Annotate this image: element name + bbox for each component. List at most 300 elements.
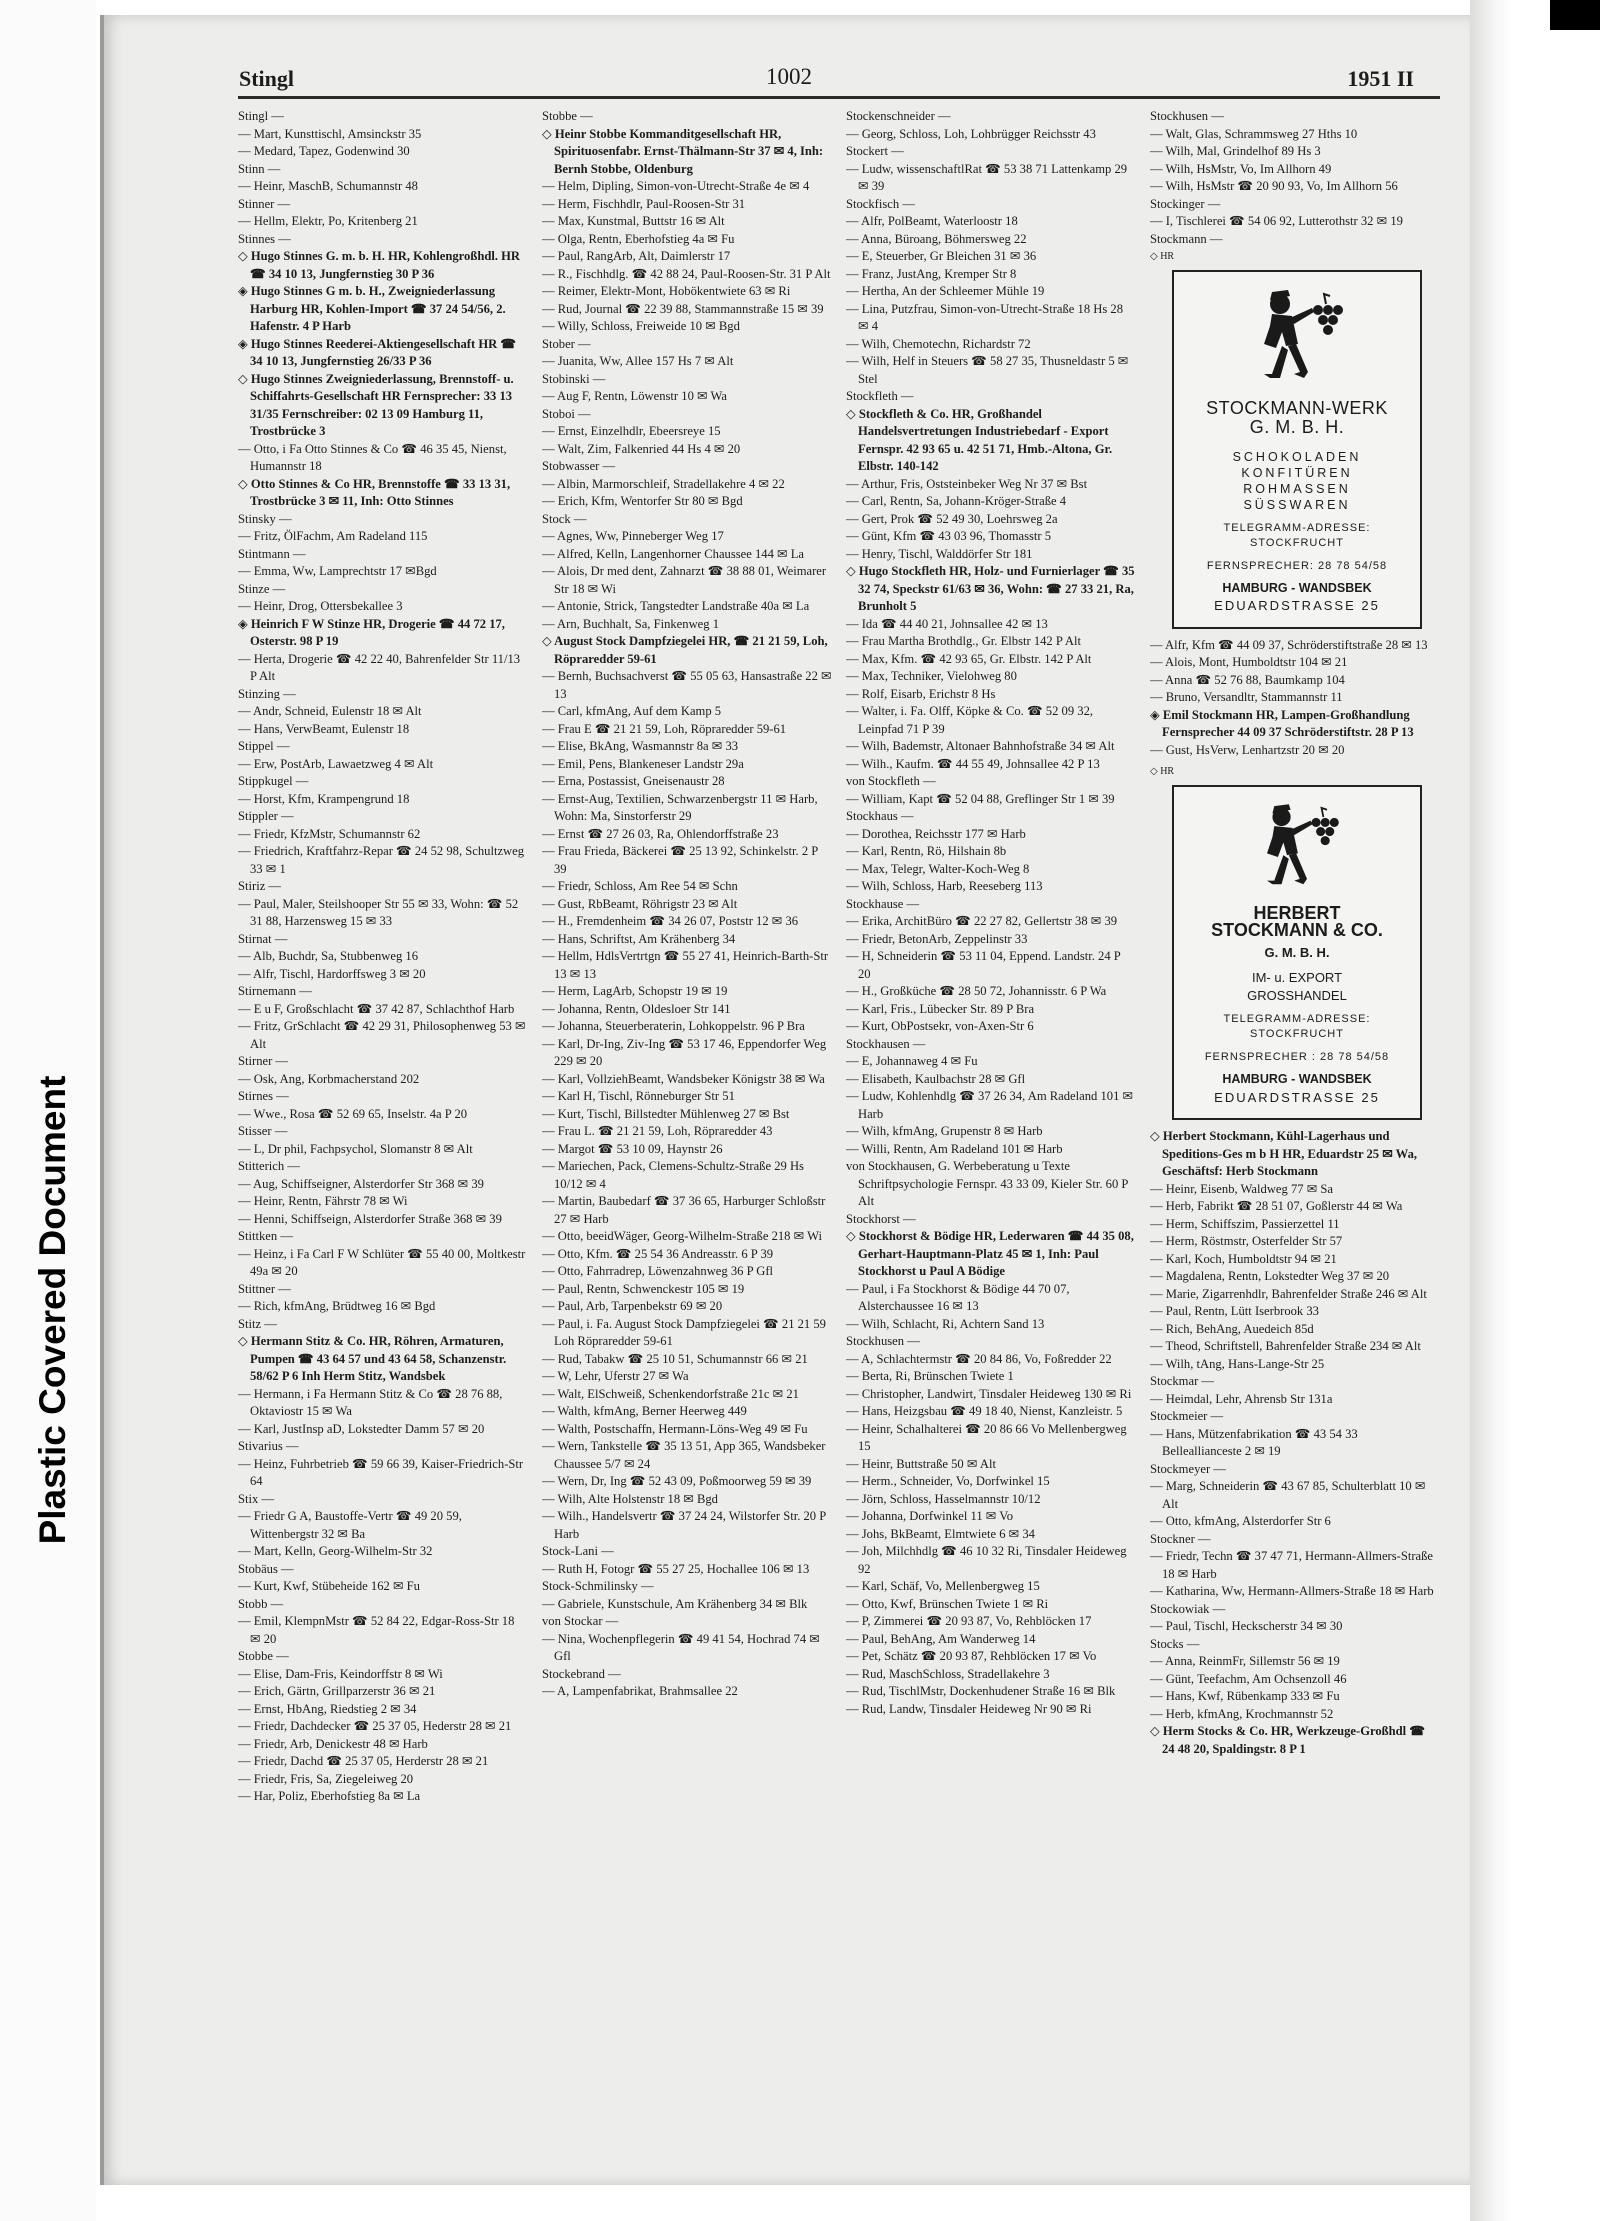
directory-entry: ◇ Stockhorst & Bödige HR, Lederwaren ☎ 44 35 08, Gerhart-Hauptmann-Platz 45 ✉ 1, Inh: Paul Stockhorst u Paul A Bödige [846, 1229, 1134, 1278]
ad-telegram-label: TELEGRAMM-ADRESSE: [1223, 521, 1371, 534]
directory-entry: — Kurt, ObPostsekr, von-Axen-Str 6 [846, 1019, 1034, 1033]
directory-entry: Stinzing — [238, 686, 296, 701]
page-edge [1470, 0, 1512, 2221]
directory-entry: — Rud, Tabakw ☎ 25 10 51, Schumannstr 66 ✉ 21 [542, 1351, 808, 1366]
directory-entry: — Marie, Zigarrenhdlr, Bahrenfelder Straße 246 ✉ Alt [1150, 1286, 1427, 1301]
directory-entry: Stinnes — [238, 231, 291, 246]
directory-entry: Stirnes — [238, 1089, 289, 1103]
directory-entry: Stitterich — [238, 1159, 300, 1173]
directory-entry: — Otto, beeidWäger, Georg-Wilhelm-Straße 218 ✉ Wi [542, 1229, 822, 1243]
directory-entry: — Ludw, wissenschaftlRat ☎ 53 38 71 Lattenkamp 29 ✉ 39 [846, 161, 1128, 193]
directory-entry: — Margot ☎ 53 10 09, Haynstr 26 [542, 1141, 723, 1156]
directory-entry: — Elisabeth, Kaulbachstr 28 ✉ Gfl [846, 1071, 1026, 1086]
ad-street: EDUARDSTRASSE 25 [1214, 1089, 1380, 1105]
directory-entry: ◇ Hermann Stitz & Co. HR, Röhren, Armaturen, Pumpen ☎ 43 64 57 und 43 64 58, Schanzenstr. 58/62 P 6 Inh Herm Stitz, Wandsbek [238, 1334, 507, 1383]
directory-entry: — Erna, Postassist, Gneisenaustr 28 [542, 774, 725, 788]
directory-entry: Stobbe — [542, 109, 593, 123]
directory-entry: — Aug F, Rentn, Löwenstr 10 ✉ Wa [542, 389, 727, 403]
directory-entry: — Frau Martha Brothdlg., Gr. Elbstr 142 P Alt [846, 634, 1081, 648]
directory-entry: — Rud, TischlMstr, Dockenhudener Straße 16 ✉ Blk [846, 1684, 1116, 1698]
directory-entry: Stockhorst — [846, 1211, 916, 1226]
directory-entry: — I, Tischlerei ☎ 54 06 92, Lutterothstr 32 ✉ 19 [1150, 214, 1403, 228]
directory-entry: Stinsky — [238, 511, 292, 526]
directory-entry: — Osk, Ang, Korbmacherstand 202 [238, 1071, 420, 1086]
directory-entry: — Wilh, Alte Holstenstr 18 ✉ Bgd [542, 1491, 718, 1506]
directory-entry: — Alfr, Kfm ☎ 44 09 37, Schröderstiftstraße 28 ✉ 13 [1150, 637, 1428, 652]
directory-entry: — Emil, Pens, Blankeneser Landstr 29a [542, 756, 744, 771]
directory-entry: — Walter, i. Fa. Olff, Köpke & Co. ☎ 52 09 32, Leinpfad 71 P 39 [846, 704, 1094, 736]
directory-entry: — Wern, Tankstelle ☎ 35 13 51, App 365, Wandsbeker Chaussee 5/7 ✉ 24 [542, 1439, 826, 1471]
directory-entry: — Karl H, Tischl, Rönneburger Str 51 [542, 1089, 735, 1103]
directory-entry: Stockowiak — [1150, 1601, 1226, 1616]
directory-entry: ◈ Hugo Stinnes G m. b. H., Zweigniederlassung Harburg HR, Kohlen-Import ☎ 37 24 54/56, 2. Hafenstr. 4 P Harb [238, 284, 506, 333]
directory-entry: — Paul, RangArb, Alt, Daimlerstr 17 [542, 249, 731, 263]
directory-entry: Stockhause — [846, 896, 920, 911]
directory-entry: — Magdalena, Rentn, Lokstedter Weg 37 ✉ 20 [1150, 1269, 1390, 1283]
directory-entry: Stockhausen — [846, 1036, 926, 1051]
scan-corner [1550, 0, 1600, 30]
plastic-covered-label: Plastic Covered Document [32, 1075, 73, 1545]
directory-entry: — Heinr, Buttstraße 50 ✉ Alt [846, 1456, 996, 1471]
directory-entry: — W, Lehr, Uferstr 27 ✉ Wa [542, 1369, 689, 1383]
directory-entry: — Alfr, PolBeamt, Waterloostr 18 [846, 214, 1018, 228]
directory-entry: — R., Fischhdlg. ☎ 42 88 24, Paul-Roosen-Str. 31 P Alt [542, 266, 831, 281]
directory-entry: — Hellm, HdlsVertrtgn ☎ 55 27 41, Heinrich-Barth-Str 13 ✉ 13 [542, 949, 829, 981]
directory-entry: — Paul, Tischl, Heckscherstr 34 ✉ 30 [1150, 1619, 1343, 1633]
directory-entry: — Hans, Mützenfabrikation ☎ 43 54 33 Belleallianceste 2 ✉ 19 [1150, 1426, 1358, 1458]
ad-company-first: HERBERT [1253, 902, 1341, 923]
directory-entry: — Emil, KlempnMstr ☎ 52 84 22, Edgar-Ross-Str 18 ✉ 20 [238, 1614, 515, 1646]
directory-entry: — Pet, Schätz ☎ 20 93 87, Rehblöcken 17 ✉ Vo [846, 1649, 1097, 1663]
directory-entry: — Erich, Kfm, Wentorfer Str 80 ✉ Bgd [542, 494, 743, 508]
directory-entry: — Nina, Wochenpflegerin ☎ 49 41 54, Hochrad 74 ✉ Gfl [542, 1631, 820, 1663]
directory-entry: von Stockar — [542, 1614, 619, 1628]
directory-entry: — Wilh, kfmAng, Grupenstr 8 ✉ Harb [846, 1124, 1043, 1138]
directory-entry: Stivarius — [238, 1439, 299, 1453]
directory-entry: — Rich, BehAng, Auedeich 85d [1150, 1321, 1314, 1336]
directory-entry: — Har, Poliz, Eberhofstieg 8a ✉ La [238, 1789, 421, 1803]
directory-entry: Stockfisch — [846, 196, 915, 211]
directory-entry: — Walth, kfmAng, Berner Heerweg 449 [542, 1404, 747, 1418]
directory-entry: — Franz, JustAng, Kremper Str 8 [846, 266, 1017, 281]
directory-entry: — Elise, Dam-Fris, Keindorffstr 8 ✉ Wi [238, 1666, 443, 1681]
directory-entry: — Anna ☎ 52 76 88, Baumkamp 104 [1150, 672, 1345, 687]
directory-entry: Stittken — [238, 1229, 293, 1243]
directory-entry: — Henry, Tischl, Walddörfer Str 181 [846, 546, 1033, 561]
page-number: 1002 [766, 64, 812, 89]
directory-entry: — Wilh, Schlacht, Ri, Achtern Sand 13 [846, 1316, 1045, 1331]
directory-entry: — Friedr, KfzMstr, Schumannstr 62 [238, 826, 421, 841]
directory-entry: — Rud, Journal ☎ 22 39 88, Stammannstraße 15 ✉ 39 [542, 301, 824, 316]
directory-entry: — Wwe., Rosa ☎ 52 69 65, Inselstr. 4a P 20 [238, 1106, 468, 1121]
directory-entry: — Gust, RbBeamt, Röhrigstr 23 ✉ Alt [542, 896, 738, 911]
header-keyword: Stingl [239, 66, 295, 91]
directory-entry: — Anna, Büroang, Böhmersweg 22 [846, 231, 1027, 246]
directory-entry: Stockinger — [1150, 196, 1221, 211]
directory-entry: — Heinz, Fuhrbetrieb ☎ 59 66 39, Kaiser-Friedrich-Str 64 [238, 1456, 524, 1488]
directory-entry: Stix — [238, 1491, 275, 1506]
directory-entry: — Wilh, Bademstr, Altonaer Bahnhofstraße 34 ✉ Alt [846, 739, 1115, 753]
ad-product-3: ROHMASSEN [1243, 481, 1351, 496]
directory-entry: — Johs, BkBeamt, Elmtwiete 6 ✉ 34 [846, 1526, 1035, 1541]
directory-entry: — Juanita, Ww, Allee 157 Hs 7 ✉ Alt [542, 354, 734, 368]
directory-entry: Stirnemann — [238, 984, 312, 998]
directory-entry: — Herb, kfmAng, Krochmannstr 52 [1150, 1706, 1334, 1721]
directory-entry: — Medard, Tapez, Godenwind 30 [238, 144, 410, 158]
directory-entry: — Anna, ReinmFr, Sillemstr 56 ✉ 19 [1150, 1654, 1340, 1668]
directory-entry: — Willy, Schloss, Freiweide 10 ✉ Bgd [542, 319, 740, 333]
directory-entry: — Hertha, An der Schleemer Mühle 19 [846, 284, 1045, 298]
directory-entry: — Frau L. ☎ 21 21 59, Loh, Röpraredder 43 [542, 1124, 773, 1138]
directory-entry: — Walt, Zim, Falkenried 44 Hs 4 ✉ 20 [542, 441, 741, 456]
ad-city: HAMBURG - WANDSBEK [1222, 580, 1372, 595]
directory-entry: — William, Kapt ☎ 52 04 88, Greflinger Str 1 ✉ 39 [846, 791, 1115, 806]
directory-entry: Stockhusen — [1150, 109, 1224, 123]
directory-entry: — Alb, Buchdr, Sa, Stubbenweg 16 [238, 949, 418, 963]
directory-entry: Stobbe — [238, 1649, 289, 1663]
directory-entry: — Hans, Kwf, Rübenkamp 333 ✉ Fu [1150, 1689, 1340, 1703]
directory-entry: — Kurt, Kwf, Stübeheide 162 ✉ Fu [238, 1579, 420, 1593]
header-year: 1951 II [1347, 66, 1414, 91]
directory-entry: ◇ Stockfleth & Co. HR, Großhandel Handelsvertretungen Industriebedarf - Export Fernspr. 42 93 65 u. 42 51 71, Hmb.-Altona, Gr. Elbstr. 140-142 [846, 406, 1113, 473]
directory-entry: — Heinr, Schalhalterei ☎ 20 86 66 Vo Mellenbergweg 15 [846, 1421, 1127, 1453]
directory-entry: — Wilh, HsMstr ☎ 20 90 93, Vo, Im Allhorn 56 [1150, 179, 1398, 193]
directory-entry: — Katharina, Ww, Hermann-Allmers-Straße 18 ✉ Harb [1150, 1584, 1434, 1598]
directory-entry: — Mart, Kelln, Georg-Wilhelm-Str 32 [238, 1544, 433, 1558]
directory-entry: — Bernh, Buchsachverst ☎ 55 05 63, Hansastraße 22 ✉ 13 [542, 669, 832, 701]
directory-entry: — Mart, Kunsttischl, Amsinckstr 35 [238, 126, 422, 141]
directory-entry: ◇ August Stock Dampfziegelei HR, ☎ 21 21 59, Loh, Röpraredder 59-61 [542, 634, 828, 666]
directory-entry: — Hellm, Elektr, Po, Kritenberg 21 [238, 214, 418, 228]
directory-entry: — Herm, Schiffszim, Passierzettel 11 [1150, 1216, 1340, 1231]
directory-entry: — Paul, Arb, Tarpenbekstr 69 ✉ 20 [542, 1299, 723, 1313]
directory-entry: — Rud, MaschSchloss, Stradellakehre 3 [846, 1666, 1050, 1681]
directory-entry: — Carl, Rentn, Sa, Johann-Kröger-Straße 4 [846, 494, 1067, 508]
directory-entry: — Horst, Kfm, Krampengrund 18 [238, 791, 410, 806]
ad-telegram-address: STOCKFRUCHT [1250, 1028, 1344, 1040]
directory-entry: — Hans, Heizgsbau ☎ 49 18 40, Nienst, Kanzleistr. 5 [846, 1404, 1123, 1418]
directory-entry: — Paul, i Fa Stockhorst & Bödige 44 70 07, Alsterchaussee 16 ✉ 13 [846, 1281, 1070, 1313]
directory-entry: ◇ Hugo Stinnes G. m. b. H. HR, Kohlengroßhdl. HR ☎ 34 10 13, Jungfernstieg 30 P 36 [238, 249, 521, 281]
directory-entry: — E, Johannaweg 4 ✉ Fu [846, 1054, 978, 1068]
ad-city: HAMBURG - WANDSBEK [1222, 1072, 1372, 1086]
directory-entry: — Ida ☎ 44 40 21, Johnsallee 42 ✉ 13 [846, 616, 1048, 631]
directory-entry: — Karl, VollziehBeamt, Wandsbeker Königstr 38 ✉ Wa [542, 1071, 825, 1086]
directory-entry: Stockner — [1150, 1531, 1211, 1546]
directory-entry: — Heinr, Drog, Ottersbekallee 3 [238, 599, 403, 613]
directory-entry: — Herta, Drogerie ☎ 42 22 40, Bahrenfelder Str 11/13 P Alt [238, 651, 521, 683]
directory-entry: — Herm., Schneider, Vo, Dorfwinkel 15 [846, 1474, 1050, 1488]
directory-entry: Stockhaus — [846, 809, 914, 823]
directory-entry: — Martin, Baubedarf ☎ 37 36 65, Harburger Schloßstr 27 ✉ Harb [542, 1194, 826, 1226]
directory-entry: ◇ Herm Stocks & Co. HR, Werkzeuge-Großhdl ☎ 24 48 20, Spaldingstr. 8 P 1 [1150, 1724, 1426, 1756]
directory-entry: — Fritz, GrSchlacht ☎ 42 29 31, Philosophenweg 53 ✉ Alt [238, 1019, 526, 1051]
directory-entry: — Heimdal, Lehr, Ahrensb Str 131a [1150, 1391, 1333, 1406]
directory-entry: Stockmeier — [1150, 1409, 1224, 1423]
directory-entry: — Agnes, Ww, Pinneberger Weg 17 [542, 529, 724, 543]
directory-entry: — Erw, PostArb, Lawaetzweg 4 ✉ Alt [238, 756, 434, 771]
directory-entry: — Erika, ArchitBüro ☎ 22 27 82, Gellertstr 38 ✉ 39 [846, 914, 1118, 928]
directory-entry: — Karl, JustInsp aD, Lokstedter Damm 57 ✉ 20 [238, 1421, 485, 1436]
directory-entry: — Kurt, Tischl, Billstedter Mühlenweg 27 ✉ Bst [542, 1106, 790, 1121]
directory-entry: — Mariechen, Pack, Clemens-Schultz-Straße 29 Hs 10/12 ✉ 4 [542, 1159, 804, 1191]
directory-entry: — Paul, i. Fa. August Stock Dampfziegelei ☎ 21 21 59 Loh Röpraredder 59-61 [542, 1316, 826, 1348]
directory-entry: — Max, Kfm. ☎ 42 93 65, Gr. Elbstr. 142 P Alt [846, 651, 1092, 666]
directory-entry: — Gabriele, Kunstschule, Am Krähenberg 34 ✉ Blk [542, 1596, 808, 1611]
directory-entry: — Wilh, tAng, Hans-Lange-Str 25 [1150, 1356, 1325, 1371]
directory-entry: — Friedr, Techn ☎ 37 47 71, Hermann-Allmers-Straße 18 ✉ Harb [1150, 1549, 1434, 1581]
directory-entry: — Johanna, Steuerberaterin, Lohkoppelstr. 96 P Bra [542, 1019, 805, 1033]
directory-entry: — Karl, Schäf, Vo, Mellenbergweg 15 [846, 1579, 1040, 1593]
hr-mark-1: ◇ HR [1150, 251, 1175, 262]
directory-entry: — Frau Frieda, Bäckerei ☎ 25 13 92, Schinkelstr. 2 P 39 [542, 844, 818, 876]
directory-entry: — Max, Telegr, Walter-Koch-Weg 8 [846, 861, 1030, 876]
directory-entry: — Emma, Ww, Lamprechtstr 17 ✉Bgd [238, 564, 437, 578]
directory-entry: Stinze — [238, 581, 286, 596]
directory-entry: — Henni, Schiffseign, Alsterdorfer Straße 368 ✉ 39 [238, 1211, 502, 1226]
directory-entry: — Friedr G A, Baustoffe-Vertr ☎ 49 20 59, Wittenbergstr 32 ✉ Ba [238, 1509, 462, 1541]
directory-entry: — Georg, Schloss, Loh, Lohbrügger Reichsstr 43 [846, 126, 1096, 141]
directory-entry: Stockmann — [1150, 231, 1223, 246]
directory-entry: ◇ Herbert Stockmann, Kühl-Lagerhaus und Speditions-Ges m b H HR, Eduardstr 25 ✉ Wa, Geschäftsf: Herb Stockmann [1150, 1129, 1418, 1178]
directory-entry: von Stockfleth — [846, 774, 936, 788]
directory-entry: — Alois, Mont, Humboldtstr 104 ✉ 21 [1150, 655, 1348, 669]
directory-entry: — Ernst-Aug, Textilien, Schwarzenbergstr 11 ✉ Harb, Wohn: Ma, Sinstorferstr 29 [542, 791, 818, 823]
directory-entry: Stittner — [238, 1281, 291, 1296]
directory-entry: — Wilh, HsMstr, Vo, Im Allhorn 49 [1150, 161, 1332, 176]
directory-entry: — Jörn, Schloss, Hasselmannstr 10/12 [846, 1491, 1041, 1506]
directory-entry: — Ruth H, Fotogr ☎ 55 27 25, Hochallee 106 ✉ 13 [542, 1561, 810, 1576]
column-4-middle [1150, 637, 1440, 760]
directory-entry: Stinner — [238, 196, 291, 211]
header-rule [238, 96, 1440, 99]
ad-product-4: SÜSSWAREN [1243, 497, 1351, 512]
directory-entry: — Herm, Röstmstr, Osterfelder Str 57 [1150, 1234, 1343, 1248]
directory-entry: — Christopher, Landwirt, Tinsdaler Heideweg 130 ✉ Ri [846, 1386, 1132, 1401]
hr-mark-2: ◇ HR [1150, 766, 1175, 777]
directory-entry: — Dorothea, Reichsstr 177 ✉ Harb [846, 826, 1026, 841]
directory-entry: — Günt, Teefachm, Am Ochsenzoll 46 [1150, 1671, 1347, 1686]
directory-entry: — E, Steuerber, Gr Bleichen 31 ✉ 36 [846, 249, 1037, 263]
directory-entry: — Herm, LagArb, Schopstr 19 ✉ 19 [542, 984, 728, 998]
ad-company-name: STOCKMANN & CO. [1211, 920, 1383, 940]
directory-entry: Stockmeyer — [1150, 1461, 1226, 1476]
directory-entry: — Ludw, Kohlenhdlg ☎ 37 26 34, Am Radeland 101 ✉ Harb [846, 1089, 1134, 1121]
directory-entry: — Walth, Postschaffn, Hermann-Löns-Weg 49 ✉ Fu [542, 1421, 808, 1436]
directory-entry: — L, Dr phil, Fachpsychol, Slomanstr 8 ✉ Alt [238, 1141, 473, 1156]
directory-entry: — Rud, Landw, Tinsdaler Heideweg Nr 90 ✉ Ri [846, 1701, 1092, 1716]
directory-entry: — Heinr, MaschB, Schumannstr 48 [238, 179, 418, 193]
directory-entry: — Paul, Maler, Steilshooper Str 55 ✉ 33, Wohn: ☎ 52 31 88, Harzensweg 15 ✉ 33 [238, 896, 519, 928]
directory-entry: — Karl, Dr-Ing, Ziv-Ing ☎ 53 17 46, Eppendorfer Weg 229 ✉ 20 [542, 1036, 827, 1068]
directory-entry: Stiriz — [238, 879, 282, 893]
directory-entry: — Wilh., Kaufm. ☎ 44 55 49, Johnsallee 42 P 13 [846, 756, 1100, 771]
column-4-bottom [1150, 1128, 1440, 1758]
ad-company-suffix: G. M. B. H. [1249, 417, 1345, 437]
directory-entry: — Karl, Rentn, Rö, Hilshain 8b [846, 844, 1007, 858]
directory-entry: — Karl, Fris., Lübecker Str. 89 P Bra [846, 1001, 1035, 1016]
directory-entry: — Albin, Marmorschleif, Stradellakehre 4 ✉ 22 [542, 476, 785, 491]
directory-entry: — Friedr, Dachd ☎ 25 37 05, Herderstr 28 ✉ 21 [238, 1754, 489, 1768]
directory-entry: — Berta, Ri, Brünschen Twiete 1 [846, 1369, 1014, 1383]
directory-entry: von Stockhausen, G. Werbeberatung u Texte Schriftpsychologie Fernspr. 43 33 09, Kieler Str. 60 P Alt [846, 1159, 1128, 1208]
ad-product-2: KONFITÜREN [1241, 465, 1353, 480]
directory-entry: — A, Lampenfabrikat, Brahmsallee 22 [542, 1684, 738, 1698]
directory-entry: ◇ Hugo Stinnes Zweigniederlassung, Brennstoff- u. Schiffahrts-Gesellschaft HR Fernsprecher: 33 13 31/35 Fernschreiber: 02 13 09 Hamburg 11, Trostbrücke 3 [238, 371, 514, 438]
directory-entry: ◈ Emil Stockmann HR, Lampen-Großhandlung Fernsprecher 44 09 37 Schröderstiftstr. 28 P 13 [1150, 707, 1414, 739]
directory-entry: — Ernst, HbAng, Riedstieg 2 ✉ 34 [238, 1701, 417, 1716]
directory-entry: — Aug, Schiffseigner, Alsterdorfer Str 368 ✉ 39 [238, 1176, 484, 1191]
directory-entry: ◇ Heinr Stobbe Kommanditgesellschaft HR, Spirituosenfabr. Ernst-Thälmann-Str 37 ✉ 4, Inh: Bernh Stobbe, Oldenburg [542, 126, 824, 176]
directory-entry: — P, Zimmerei ☎ 20 93 87, Vo, Rehblöcken 17 [846, 1614, 1092, 1628]
directory-entry: — Carl, kfmAng, Auf dem Kamp 5 [542, 704, 722, 718]
directory-entry: Stock-Schmilinsky — [542, 1579, 654, 1593]
directory-entry: Stoboi — [542, 406, 591, 421]
directory-entry: — Andr, Schneid, Eulenstr 18 ✉ Alt [238, 704, 422, 718]
directory-entry: — Otto, Kfm. ☎ 25 54 36 Andreasstr. 6 P 39 [542, 1246, 774, 1261]
directory-entry: ◈ Heinrich F W Stinze HR, Drogerie ☎ 44 72 17, Osterstr. 98 P 19 [238, 616, 505, 648]
directory-entry: Stitz — [238, 1316, 277, 1331]
directory-entry: — Friedr, BetonArb, Zeppelinstr 33 [846, 931, 1028, 946]
ad-company-name: STOCKMANN-WERK [1206, 397, 1388, 418]
directory-entry: — Heinz, i Fa Carl F W Schlüter ☎ 55 40 00, Moltkestr 49a ✉ 20 [238, 1246, 526, 1278]
directory-entry: — Helm, Dipling, Simon-von-Utrecht-Straße 4e ✉ 4 [542, 179, 810, 193]
carrier-figure-icon [1242, 797, 1352, 897]
directory-entry: Stockenschneider — [846, 109, 951, 123]
directory-entry: — Paul, Rentn, Schwenckestr 105 ✉ 19 [542, 1281, 745, 1296]
directory-columns [238, 108, 1448, 2158]
directory-entry: — Friedr, Arb, Denickestr 48 ✉ Harb [238, 1736, 428, 1751]
directory-entry: Stocks — [1150, 1636, 1200, 1651]
directory-entry: Stobäus — [238, 1561, 294, 1576]
directory-entry: — Johanna, Dorfwinkel 11 ✉ Vo [846, 1509, 1014, 1523]
directory-entry: — Ernst, Einzelhdlr, Ebeersreye 15 [542, 424, 721, 438]
directory-entry: — Alfred, Kelln, Langenhorner Chaussee 144 ✉ La [542, 546, 805, 561]
directory-entry: Stobb — [238, 1596, 284, 1611]
directory-entry: Stockfleth — [846, 389, 914, 403]
directory-entry: — Reimer, Elektr-Mont, Hobökentwiete 63 ✉ Ri [542, 284, 791, 298]
directory-entry: — Lina, Putzfrau, Simon-von-Utrecht-Straße 18 Hs 28 ✉ 4 [846, 301, 1124, 333]
directory-entry: — Otto, Fahrradrep, Löwenzahnweg 36 P Gfl [542, 1264, 774, 1278]
directory-entry: — Willi, Rentn, Am Radeland 101 ✉ Harb [846, 1141, 1063, 1156]
directory-entry: — Karl, Koch, Humboldtstr 94 ✉ 21 [1150, 1251, 1337, 1266]
directory-entry: — Elise, BkAng, Wasmannstr 8a ✉ 33 [542, 739, 739, 753]
directory-entry: — Heinr, Eisenb, Waldweg 77 ✉ Sa [1150, 1181, 1333, 1196]
directory-entry: — Paul, Rentn, Lütt Iserbrook 33 [1150, 1304, 1319, 1318]
directory-entry: — Paul, BehAng, Am Wanderweg 14 [846, 1631, 1036, 1646]
directory-entry: Stobwasser — [542, 459, 616, 473]
column-2 [542, 108, 832, 2158]
directory-entry: — Antonie, Strick, Tangstedter Landstraße 40a ✉ La [542, 599, 810, 613]
directory-entry: Stintmann — [238, 546, 306, 561]
directory-entry: Stock — [542, 511, 587, 526]
directory-entry: — Wilh, Mal, Grindelhof 89 Hs 3 [1150, 144, 1321, 158]
directory-entry: — Hermann, i Fa Hermann Stitz & Co ☎ 28 76 88, Oktaviostr 15 ✉ Wa [238, 1386, 503, 1418]
directory-entry: ◈ Hugo Stinnes Reederei-Aktiengesellschaft HR ☎ 34 10 13, Jungfernstieg 26/33 P 36 [238, 336, 517, 368]
directory-entry: — Günt, Kfm ☎ 43 03 96, Thomasstr 5 [846, 529, 1052, 543]
directory-entry: — Bruno, Versandltr, Stammannstr 11 [1150, 690, 1343, 704]
page-header [136, 62, 1442, 96]
column-1 [238, 108, 528, 2158]
directory-entry: — Hans, Schriftst, Am Krähenberg 34 [542, 931, 736, 946]
directory-entry: Stirnat — [238, 931, 288, 946]
column-4-top [1150, 108, 1440, 248]
ad-product-1: SCHOKOLADEN [1232, 449, 1362, 464]
directory-entry: Stock-Lani — [542, 1544, 614, 1558]
directory-entry: — Herb, Fabrikt ☎ 28 51 07, Goßlerstr 44 ✉ Wa [1150, 1199, 1403, 1213]
herbert-stockmann-ad [1172, 785, 1422, 1121]
directory-entry: — Friedrich, Kraftfahrz-Repar ☎ 24 52 98, Schultzweg 33 ✉ 1 [238, 844, 525, 876]
directory-entry: — Wilh, Helf in Steuers ☎ 58 27 35, Thusneldastr 5 ✉ Stel [846, 354, 1129, 386]
directory-entry: — Hans, VerwBeamt, Eulenstr 18 [238, 721, 410, 736]
directory-entry: — Johanna, Rentn, Oldesloer Str 141 [542, 1001, 731, 1016]
directory-entry: ◇ Hugo Stockfleth HR, Holz- und Furnierlager ☎ 35 32 74, Speckstr 61/63 ✉ 36, Wohn: ☎ 27 33 21, Ra, Brunholt 5 [846, 564, 1135, 613]
directory-entry: — Friedr, Fris, Sa, Ziegeleiweg 20 [238, 1771, 414, 1786]
directory-entry: ◇ Otto Stinnes & Co HR, Brennstoffe ☎ 33 13 31, Trostbrücke 3 ✉ 11, Inh: Otto Stinnes [238, 476, 511, 508]
carrier-figure-icon [1242, 282, 1352, 392]
directory-entry: — E u F, Großschlacht ☎ 37 42 87, Schlachthof Harb [238, 1001, 515, 1016]
directory-entry: — Wilh, Schloss, Harb, Reeseberg 113 [846, 879, 1043, 893]
ad-telegram-label: TELEGRAMM-ADRESSE: [1223, 1013, 1371, 1025]
column-3 [846, 108, 1136, 2158]
directory-entry: — Max, Kunstmal, Buttstr 16 ✉ Alt [542, 214, 725, 228]
ad-phone: FERNSPRECHER: 28 78 54/58 [1206, 559, 1388, 572]
directory-entry: — Otto, i Fa Otto Stinnes & Co ☎ 46 35 45, Nienst, Humannstr 18 [238, 441, 507, 473]
ad-telegram-address: STOCKFRUCHT [1250, 536, 1344, 549]
directory-entry: — Wern, Dr, Ing ☎ 52 43 09, Poßmoorweg 59 ✉ 39 [542, 1474, 812, 1488]
directory-entry: — Herm, Fischhdlr, Paul-Roosen-Str 31 [542, 196, 746, 211]
directory-entry: — A, Schlachtermstr ☎ 20 84 86, Vo, Foßredder 22 [846, 1351, 1112, 1366]
ad-business-1: IM- u. EXPORT [1251, 970, 1343, 985]
directory-entry: — Rolf, Eisarb, Erichstr 8 Hs [846, 686, 996, 701]
directory-entry: Stingl — [238, 109, 284, 123]
directory-entry: — Max, Techniker, Vielohweg 80 [846, 669, 1017, 683]
directory-entry: Stippkugel — [238, 774, 309, 788]
directory-entry: — Friedr, Dachdecker ☎ 25 37 05, Hederstr 28 ✉ 21 [238, 1719, 512, 1733]
directory-entry: Stober — [542, 336, 591, 351]
directory-entry: — Otto, kfmAng, Alsterdorfer Str 6 [1150, 1514, 1331, 1528]
directory-entry: — Fritz, ÖlFachm, Am Radeland 115 [238, 529, 428, 543]
directory-entry: — Heinr, Rentn, Fährstr 78 ✉ Wi [238, 1194, 408, 1208]
stockmann-werk-ad [1172, 270, 1422, 629]
directory-entry: — Wilh, Chemotechn, Richardstr 72 [846, 336, 1031, 351]
directory-entry: — Wilh., Handelsvertr ☎ 37 24 24, Wilstorfer Str. 20 P Harb [542, 1509, 826, 1541]
directory-entry: — Rich, kfmAng, Brüdtweg 16 ✉ Bgd [238, 1299, 436, 1313]
directory-entry: — H., Großküche ☎ 28 50 72, Johannisstr. 6 P Wa [846, 984, 1107, 998]
directory-entry: — H., Fremdenheim ☎ 34 26 07, Poststr 12 ✉ 36 [542, 914, 799, 928]
directory-entry: — Arthur, Fris, Oststeinbeker Weg Nr 37 ✉ Bst [846, 476, 1088, 491]
directory-entry: Stinn — [238, 161, 281, 176]
directory-entry: — Alfr, Tischl, Hardorffsweg 3 ✉ 20 [238, 966, 426, 981]
directory-entry: — Theod, Schriftstell, Bahrenfelder Straße 234 ✉ Alt [1150, 1339, 1421, 1353]
directory-entry: Stirner — [238, 1054, 289, 1068]
directory-entry: — Gert, Prok ☎ 52 49 30, Loehrsweg 2a [846, 511, 1058, 526]
directory-entry: — Friedr, Schloss, Am Ree 54 ✉ Schn [542, 879, 738, 893]
column-4 [1150, 108, 1440, 2158]
directory-entry: Stockebrand — [542, 1666, 621, 1681]
directory-entry: Stobinski — [542, 371, 606, 386]
directory-entry: — Walt, Glas, Schrammsweg 27 Hths 10 [1150, 126, 1358, 141]
directory-entry: Stockert — [846, 144, 904, 158]
directory-entry: — Walt, ElSchweiß, Schenkendorfstraße 21c ✉ 21 [542, 1386, 799, 1401]
ad-business-2: GROSSHANDEL [1247, 987, 1347, 1003]
directory-entry: — Ernst ☎ 27 26 03, Ra, Ohlendorffstraße 23 [542, 826, 779, 841]
ad-street: EDUARDSTRASSE 25 [1214, 598, 1380, 613]
directory-entry: Stockmar — [1150, 1374, 1215, 1388]
directory-entry: — H, Schneiderin ☎ 53 11 04, Eppend. Landstr. 24 P 20 [846, 949, 1121, 981]
directory-entry: — Olga, Rentn, Eberhofstieg 4a ✉ Fu [542, 231, 735, 246]
directory-entry: Stippler — [238, 809, 294, 823]
